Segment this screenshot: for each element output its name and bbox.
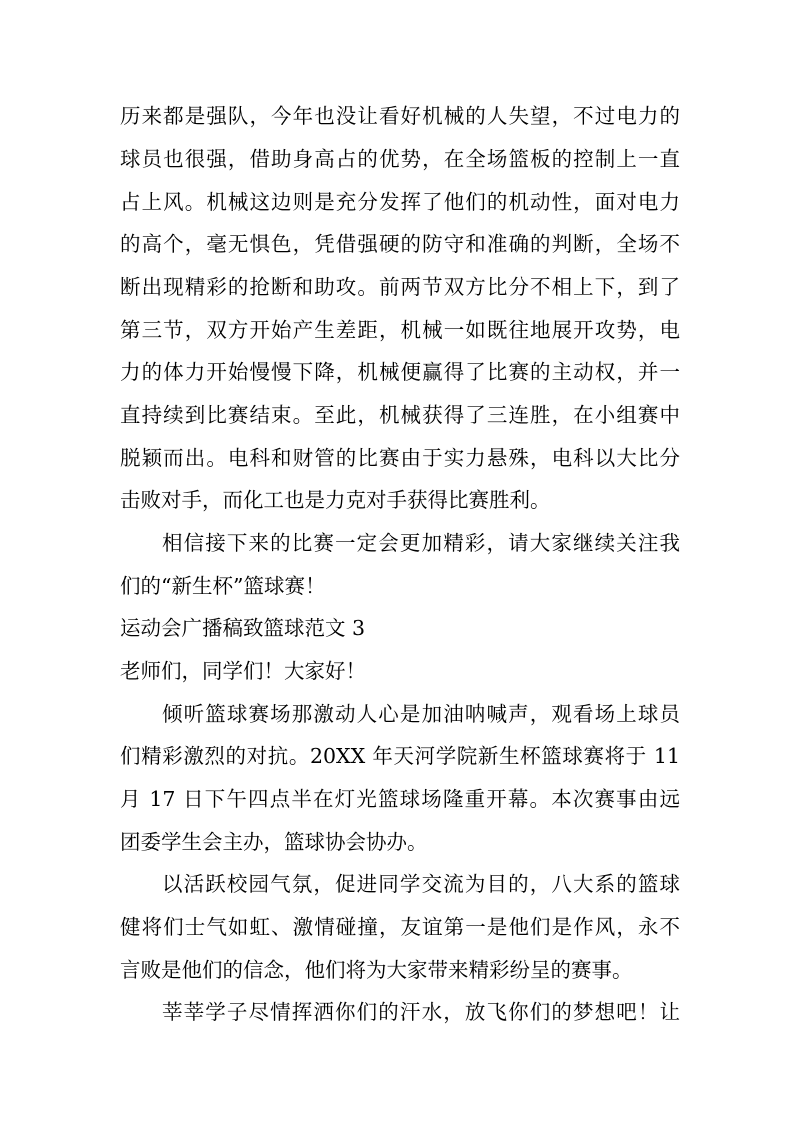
body-text-line: 击败对手，而化工也是力克对手获得比赛胜利。: [120, 488, 551, 512]
body-text-line: 们的“新生杯”篮球赛！: [120, 574, 326, 598]
body-text-line: 力的体力开始慢慢下降，机械便赢得了比赛的主动权，并一: [120, 360, 680, 384]
body-text-line: 历来都是强队，今年也没让看好机械的人失望，不过电力的: [120, 104, 680, 128]
greeting-line: 老师们，同学们！大家好！: [120, 659, 366, 683]
body-text-line: 言败是他们的信念，他们将为大家带来精彩纷呈的赛事。: [120, 958, 633, 982]
body-text-line: 脱颖而出。电科和财管的比赛由于实力悬殊，电科以大比分: [120, 446, 680, 470]
section-heading: 运动会广播稿致篮球范文 3: [120, 616, 366, 640]
body-text-line: 直持续到比赛结束。至此，机械获得了三连胜，在小组赛中: [120, 403, 680, 427]
body-text-line: 团委学生会主办，篮球协会协办。: [120, 830, 428, 854]
body-text-line: 第三节，双方开始产生差距，机械一如既往地展开攻势，电: [120, 318, 680, 342]
body-text-line: 的高个，毫无惧色，凭借强硬的防守和准确的判断，全场不: [120, 232, 680, 256]
paragraph-first-line: 倾听篮球赛场那激动人心是加油呐喊声，观看场上球员: [162, 702, 680, 726]
body-text-line: 球员也很强，借助身高占的优势，在全场篮板的控制上一直: [120, 147, 680, 171]
paragraph-first-line: 以活跃校园气氛，促进同学交流为目的，八大系的篮球: [162, 872, 680, 896]
body-text-line: 占上风。机械这边则是充分发挥了他们的机动性，面对电力: [120, 190, 680, 214]
body-text-line: 月 17 日下午四点半在灯光篮球场隆重开幕。本次赛事由远: [120, 787, 680, 811]
body-text-line: 健将们士气如虹、激情碰撞，友谊第一是他们是作风，永不: [120, 915, 680, 939]
body-text-line: 断出现精彩的抢断和助攻。前两节双方比分不相上下，到了: [120, 275, 680, 299]
body-text-line: 们精彩激烈的对抗。20XX 年天河学院新生杯篮球赛将于 11: [120, 744, 680, 768]
paragraph-first-line: 相信接下来的比赛一定会更加精彩，请大家继续关注我: [162, 531, 680, 555]
paragraph-first-line: 莘莘学子尽情挥洒你们的汗水，放飞你们的梦想吧！让: [162, 1000, 680, 1024]
